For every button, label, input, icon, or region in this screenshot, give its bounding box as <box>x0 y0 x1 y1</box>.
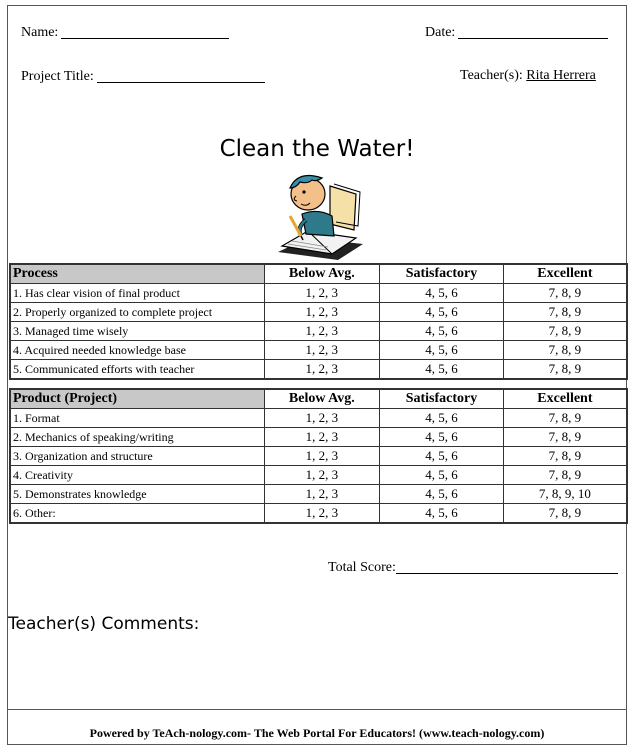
satisfactory-header: Satisfactory <box>380 389 504 409</box>
satisfactory-score: 4, 5, 6 <box>380 341 504 360</box>
teacher-field <box>460 68 596 84</box>
product-heading: Product (Project) <box>10 389 264 409</box>
excellent-score: 7, 8, 9 <box>503 341 627 360</box>
table-row <box>10 322 627 341</box>
product-table <box>9 388 628 524</box>
satisfactory-score: 4, 5, 6 <box>380 409 504 428</box>
project-title-blank[interactable] <box>97 68 265 83</box>
excellent-score: 7, 8, 9 <box>503 428 627 447</box>
student-writing-clipart <box>268 164 368 264</box>
excellent-score: 7, 8, 9 <box>503 322 627 341</box>
process-table <box>9 263 628 380</box>
criterion-label: 1. Format <box>10 409 264 428</box>
satisfactory-score: 4, 5, 6 <box>380 428 504 447</box>
excellent-header: Excellent <box>503 264 627 284</box>
name-field <box>21 24 229 41</box>
criterion-label: 4. Acquired needed knowledge base <box>10 341 264 360</box>
date-blank[interactable] <box>458 24 608 39</box>
teacher-name: Rita Herrera <box>526 68 596 83</box>
excellent-score: 7, 8, 9 <box>503 504 627 524</box>
satisfactory-score: 4, 5, 6 <box>380 284 504 303</box>
total-score-field <box>328 559 618 576</box>
below-score: 1, 2, 3 <box>264 428 380 447</box>
below-score: 1, 2, 3 <box>264 322 380 341</box>
table-row <box>10 303 627 322</box>
excellent-score: 7, 8, 9 <box>503 303 627 322</box>
project-title-label: Project Title: <box>21 69 94 84</box>
table-row <box>10 485 627 504</box>
date-label: Date: <box>425 25 456 40</box>
table-row <box>10 360 627 380</box>
page-title: Clean the Water! <box>219 136 415 162</box>
table-row <box>10 447 627 466</box>
below-score: 1, 2, 3 <box>264 360 380 380</box>
below-score: 1, 2, 3 <box>264 504 380 524</box>
below-score: 1, 2, 3 <box>264 466 380 485</box>
table-row <box>10 409 627 428</box>
excellent-score: 7, 8, 9 <box>503 409 627 428</box>
criterion-label: 3. Organization and structure <box>10 447 264 466</box>
below-score: 1, 2, 3 <box>264 447 380 466</box>
excellent-header: Excellent <box>503 389 627 409</box>
satisfactory-score: 4, 5, 6 <box>380 466 504 485</box>
process-header-row <box>10 264 627 284</box>
below-score: 1, 2, 3 <box>264 409 380 428</box>
satisfactory-score: 4, 5, 6 <box>380 447 504 466</box>
table-row <box>10 341 627 360</box>
project-title-field <box>21 68 265 85</box>
satisfactory-score: 4, 5, 6 <box>380 485 504 504</box>
excellent-score: 7, 8, 9 <box>503 360 627 380</box>
below-avg-header: Below Avg. <box>264 264 380 284</box>
satisfactory-header: Satisfactory <box>380 264 504 284</box>
product-header-row <box>10 389 627 409</box>
criterion-label: 1. Has clear vision of final product <box>10 284 264 303</box>
total-score-label: Total Score: <box>328 560 396 575</box>
satisfactory-score: 4, 5, 6 <box>380 303 504 322</box>
total-score-blank[interactable] <box>396 559 618 574</box>
name-blank[interactable] <box>61 24 229 39</box>
table-row <box>10 504 627 524</box>
table-row <box>10 284 627 303</box>
date-field <box>425 24 608 41</box>
rubric-sheet <box>7 5 627 745</box>
excellent-score: 7, 8, 9 <box>503 447 627 466</box>
teacher-label: Teacher(s): <box>460 68 523 83</box>
below-score: 1, 2, 3 <box>264 284 380 303</box>
table-row <box>10 466 627 485</box>
satisfactory-score: 4, 5, 6 <box>380 360 504 380</box>
excellent-score: 7, 8, 9, 10 <box>503 485 627 504</box>
criterion-label: 5. Communicated efforts with teacher <box>10 360 264 380</box>
satisfactory-score: 4, 5, 6 <box>380 504 504 524</box>
criterion-label: 5. Demonstrates knowledge <box>10 485 264 504</box>
name-label: Name: <box>21 25 59 40</box>
excellent-score: 7, 8, 9 <box>503 466 627 485</box>
criterion-label: 2. Properly organized to complete project <box>10 303 264 322</box>
process-heading: Process <box>10 264 264 284</box>
satisfactory-score: 4, 5, 6 <box>380 322 504 341</box>
criterion-label: 6. Other: <box>10 504 264 524</box>
criterion-label: 2. Mechanics of speaking/writing <box>10 428 264 447</box>
below-avg-header: Below Avg. <box>264 389 380 409</box>
criterion-label: 3. Managed time wisely <box>10 322 264 341</box>
footer-divider <box>8 709 626 710</box>
table-row <box>10 428 627 447</box>
excellent-score: 7, 8, 9 <box>503 284 627 303</box>
below-score: 1, 2, 3 <box>264 485 380 504</box>
below-score: 1, 2, 3 <box>264 341 380 360</box>
criterion-label: 4. Creativity <box>10 466 264 485</box>
footer-credit: Powered by TeAch-nology.com- The Web Portal For Educators! (www.teach-nology.com) <box>89 726 545 740</box>
below-score: 1, 2, 3 <box>264 303 380 322</box>
teacher-comments-label: Teacher(s) Comments: <box>8 614 200 634</box>
